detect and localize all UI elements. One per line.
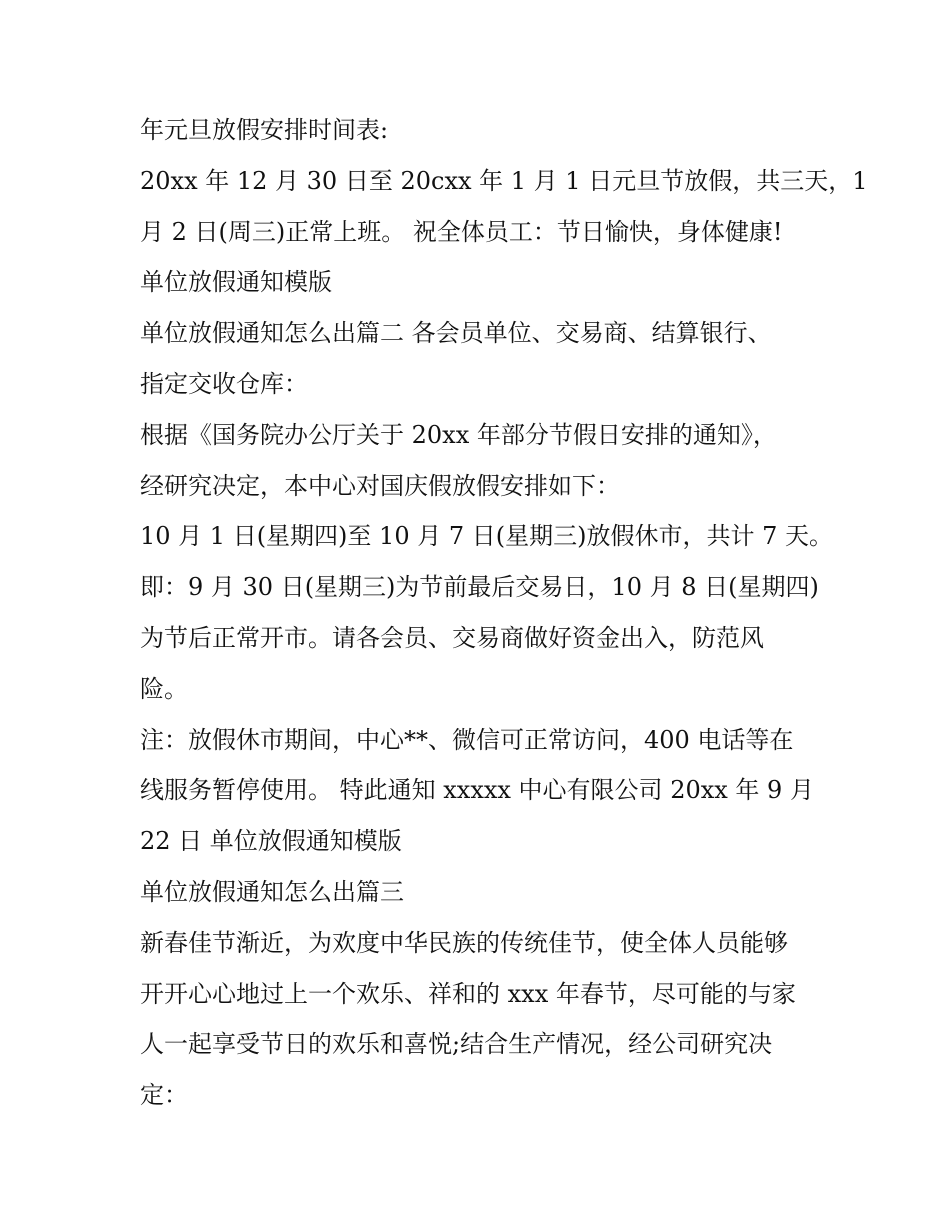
text-line: 月 2 日(周三)正常上班。 祝全体员工：节日愉快，身体健康! bbox=[140, 217, 783, 246]
text-line: 根据《国务院办公厅关于 20xx 年部分节假日安排的通知》， bbox=[140, 420, 777, 449]
text-line: 定： bbox=[140, 1081, 188, 1110]
text-line: 10 月 1 日(星期四)至 10 月 7 日(星期三)放假休市，共计 7 天。 bbox=[140, 522, 833, 551]
text-line: 为节后正常开市。请各会员、交易商做好资金出入，防范风 bbox=[140, 623, 764, 652]
text-line: 人一起享受节日的欢乐和喜悦;结合生产情况，经公司研究决 bbox=[140, 1030, 773, 1059]
text-line: 指定交收仓库： bbox=[140, 369, 308, 398]
section-heading: 单位放假通知怎么出篇三 bbox=[140, 877, 404, 906]
text-line: 险。 bbox=[140, 674, 188, 703]
text-line: 年元旦放假安排时间表: bbox=[140, 116, 389, 144]
document-body bbox=[140, 105, 868, 1121]
text-line: 注：放假休市期间，中心**、微信可正常访问，400 电话等在 bbox=[140, 725, 794, 754]
text-line: 单位放假通知怎么出篇二 各会员单位、交易商、结算银行、 bbox=[140, 319, 772, 348]
text-line: 20xx 年 12 月 30 日至 20cxx 年 1 月 1 日元旦节放假，共三天，1 bbox=[140, 166, 868, 195]
text-line: 开开心心地过上一个欢乐、祥和的 xxx 年春节，尽可能的与家 bbox=[140, 979, 796, 1008]
text-line: 经研究决定，本中心对国庆假放假安排如下： bbox=[140, 471, 620, 500]
text-line: 新春佳节渐近，为欢度中华民族的传统佳节，使全体人员能够 bbox=[140, 928, 788, 957]
section-heading: 单位放假通知模版 bbox=[140, 268, 332, 297]
text-line: 22 日 单位放假通知模版 bbox=[140, 827, 402, 856]
text-line: 线服务暂停使用。 特此通知 xxxxx 中心有限公司 20xx 年 9 月 bbox=[140, 776, 814, 805]
text-line: 即：9 月 30 日(星期三)为节前最后交易日，10 月 8 日(星期四) bbox=[140, 573, 819, 602]
